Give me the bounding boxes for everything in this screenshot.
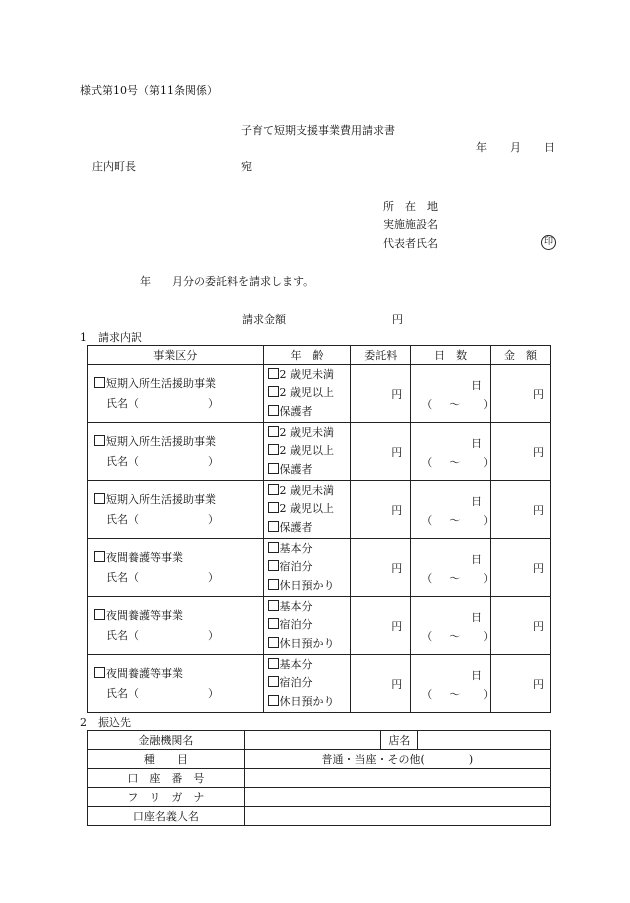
age-option-label: 保護者 xyxy=(279,462,313,476)
branch-field[interactable] xyxy=(418,731,551,750)
business-type-cell xyxy=(88,655,264,713)
account-holder-field[interactable] xyxy=(244,807,550,826)
amount-cell[interactable] xyxy=(491,597,551,655)
age-option-label: 宿泊分 xyxy=(279,676,313,690)
age-cell xyxy=(263,481,351,539)
fee-yen: 円 xyxy=(391,445,403,459)
branch-label: 店名 xyxy=(381,731,418,750)
days-cell[interactable] xyxy=(411,365,495,423)
col-header-amount: 金 額 xyxy=(491,346,551,365)
amount-cell[interactable] xyxy=(491,481,551,539)
business-type-cell xyxy=(88,423,264,481)
age-cell xyxy=(263,365,351,423)
age-option-label: 宿泊分 xyxy=(279,560,313,574)
checkbox[interactable] xyxy=(268,600,279,611)
amount-yen: 円 xyxy=(533,619,544,633)
name-close: ） xyxy=(208,513,219,526)
business-type-label: 短期入所生活援助事業 xyxy=(106,435,216,448)
name-label: 氏名（ xyxy=(106,687,139,700)
checkbox[interactable] xyxy=(94,667,105,678)
range-tilde: ～ xyxy=(449,398,461,411)
request-year: 年 xyxy=(140,275,151,288)
range-tilde: ～ xyxy=(449,572,461,585)
facility-label: 実施施設名 xyxy=(383,218,438,231)
fee-cell[interactable] xyxy=(351,655,411,713)
range-close: ） xyxy=(483,688,495,701)
age-cell xyxy=(263,423,351,481)
age-option-label: 基本分 xyxy=(279,599,313,613)
days-unit: 日 xyxy=(471,437,483,450)
request-text: 月分の委託料を請求します。 xyxy=(172,275,315,288)
col-header-age: 年 齢 xyxy=(263,346,351,365)
checkbox[interactable] xyxy=(268,658,279,669)
range-open: （ xyxy=(421,572,433,585)
name-close: ） xyxy=(208,687,219,700)
amount-label: 請求金額 xyxy=(242,313,286,326)
addressee: 庄内町長 xyxy=(92,160,136,173)
business-type-label: 短期入所生活援助事業 xyxy=(106,493,216,506)
amount-yen: 円 xyxy=(392,313,403,326)
range-open: （ xyxy=(421,456,433,469)
checkbox[interactable] xyxy=(268,579,279,590)
fee-yen: 円 xyxy=(391,387,403,401)
days-cell[interactable] xyxy=(411,423,495,481)
days-unit: 日 xyxy=(471,669,483,682)
days-cell[interactable] xyxy=(411,655,495,713)
amount-cell[interactable] xyxy=(491,423,551,481)
name-label: 氏名（ xyxy=(106,629,139,642)
amount-yen: 円 xyxy=(533,445,544,459)
range-tilde: ～ xyxy=(449,514,461,527)
age-option-label: 休日預かり xyxy=(279,694,335,708)
fee-cell[interactable] xyxy=(351,539,411,597)
range-close: ） xyxy=(483,398,495,411)
fee-yen: 円 xyxy=(391,561,403,575)
checkbox[interactable] xyxy=(268,463,279,474)
days-unit: 日 xyxy=(471,553,483,566)
amount-yen: 円 xyxy=(533,503,544,517)
age-option-label: 基本分 xyxy=(279,657,313,671)
fee-cell[interactable] xyxy=(351,365,411,423)
checkbox[interactable] xyxy=(268,637,279,648)
name-label: 氏名（ xyxy=(106,397,139,410)
range-close: ） xyxy=(483,514,495,527)
business-type-label: 夜間養護等事業 xyxy=(106,609,183,622)
range-open: （ xyxy=(421,398,433,411)
name-close: ） xyxy=(208,397,219,410)
table-row xyxy=(88,365,551,423)
date-year: 年 xyxy=(476,141,487,154)
range-open: （ xyxy=(421,514,433,527)
account-number-label: 口 座 番 号 xyxy=(88,769,245,788)
checkbox[interactable] xyxy=(94,551,105,562)
account-kind-label: 種 目 xyxy=(88,750,245,769)
business-type-label: 短期入所生活援助事業 xyxy=(106,377,216,390)
table-row xyxy=(88,539,551,597)
age-option-label: 保護者 xyxy=(279,520,313,534)
age-option-label: 2 歳児以上 xyxy=(279,386,335,400)
range-open: （ xyxy=(421,630,433,643)
checkbox[interactable] xyxy=(268,521,279,532)
checkbox[interactable] xyxy=(268,444,279,455)
date-day: 日 xyxy=(544,141,555,154)
fee-cell[interactable] xyxy=(351,423,411,481)
amount-cell[interactable] xyxy=(491,655,551,713)
days-cell[interactable] xyxy=(411,597,495,655)
age-option-label: 2 歳児以上 xyxy=(279,502,335,516)
range-open: （ xyxy=(421,688,433,701)
age-cell xyxy=(263,655,351,713)
account-number-field[interactable] xyxy=(244,769,550,788)
business-type-cell xyxy=(88,365,264,423)
representative-label: 代表者氏名 xyxy=(383,237,438,250)
days-unit: 日 xyxy=(471,379,483,392)
range-close: ） xyxy=(483,572,495,585)
amount-cell[interactable] xyxy=(491,365,551,423)
amount-yen: 円 xyxy=(533,561,544,575)
table-row xyxy=(88,655,551,713)
age-option-label: 基本分 xyxy=(279,541,313,555)
range-tilde: ～ xyxy=(449,688,461,701)
amount-yen: 円 xyxy=(533,677,544,691)
age-option-label: 2 歳児未満 xyxy=(279,367,335,381)
age-cell xyxy=(263,539,351,597)
checkbox[interactable] xyxy=(268,695,279,706)
account-kind-field[interactable]: 普通・当座・その他( ) xyxy=(244,750,550,769)
age-option-label: 保護者 xyxy=(279,404,313,418)
checkbox[interactable] xyxy=(268,386,279,397)
name-close: ） xyxy=(208,629,219,642)
bank-name-field[interactable] xyxy=(244,731,381,750)
checkbox[interactable] xyxy=(268,560,279,571)
fee-yen: 円 xyxy=(391,503,403,517)
name-close: ） xyxy=(208,571,219,584)
business-type-label: 夜間養護等事業 xyxy=(106,667,183,680)
days-cell[interactable] xyxy=(411,481,495,539)
name-label: 氏名（ xyxy=(106,455,139,468)
checkbox[interactable] xyxy=(268,676,279,687)
checkbox[interactable] xyxy=(268,618,279,629)
age-option-label: 休日預かり xyxy=(279,636,335,650)
age-option-label: 宿泊分 xyxy=(279,618,313,632)
name-label: 氏名（ xyxy=(106,571,139,584)
form-number: 様式第10号（第11条関係） xyxy=(80,84,218,97)
bank-table xyxy=(87,730,551,826)
address-label: 所 在 地 xyxy=(383,200,438,213)
col-header-fee: 委託料 xyxy=(351,346,411,365)
days-unit: 日 xyxy=(471,611,483,624)
range-close: ） xyxy=(483,456,495,469)
table-row xyxy=(88,481,551,539)
checkbox[interactable] xyxy=(268,542,279,553)
fee-cell[interactable] xyxy=(351,597,411,655)
name-close: ） xyxy=(208,455,219,468)
seal-mark: 印 xyxy=(541,235,556,250)
range-tilde: ～ xyxy=(449,630,461,643)
days-unit: 日 xyxy=(471,495,483,508)
checkbox[interactable] xyxy=(94,377,105,388)
table-row xyxy=(88,597,551,655)
section2-heading: 2 振込先 xyxy=(80,716,131,729)
furigana-label: フ リ ガ ナ xyxy=(88,788,245,807)
business-type-cell xyxy=(88,539,264,597)
age-cell xyxy=(263,597,351,655)
checkbox[interactable] xyxy=(268,405,279,416)
range-close: ） xyxy=(483,630,495,643)
checkbox[interactable] xyxy=(94,609,105,620)
amount-cell[interactable] xyxy=(491,539,551,597)
col-header-type: 事業区分 xyxy=(88,346,264,365)
days-cell[interactable] xyxy=(411,539,495,597)
col-header-days: 日 数 xyxy=(411,346,491,365)
age-option-label: 2 歳児以上 xyxy=(279,444,335,458)
table-row xyxy=(88,423,551,481)
age-option-label: 2 歳児未満 xyxy=(279,425,335,439)
account-holder-label: 口座名義人名 xyxy=(88,807,245,826)
honorific: 宛 xyxy=(241,160,252,173)
checkbox[interactable] xyxy=(94,493,105,504)
section1-heading: 1 請求内訳 xyxy=(80,331,142,344)
business-type-cell xyxy=(88,597,264,655)
amount-yen: 円 xyxy=(533,387,544,401)
seal-icon xyxy=(541,234,556,250)
business-type-cell xyxy=(88,481,264,539)
breakdown-table xyxy=(87,345,551,713)
business-type-label: 夜間養護等事業 xyxy=(106,551,183,564)
bank-name-label: 金融機関名 xyxy=(88,731,245,750)
checkbox[interactable] xyxy=(268,484,279,495)
age-option-label: 2 歳児未満 xyxy=(279,483,335,497)
checkbox[interactable] xyxy=(94,435,105,446)
name-label: 氏名（ xyxy=(106,513,139,526)
document-title: 子育て短期支援事業費用請求書 xyxy=(241,124,395,137)
date-month: 月 xyxy=(510,141,521,154)
fee-yen: 円 xyxy=(391,677,403,691)
checkbox[interactable] xyxy=(268,502,279,513)
fee-cell[interactable] xyxy=(351,481,411,539)
age-option-label: 休日預かり xyxy=(279,578,335,592)
checkbox[interactable] xyxy=(268,426,279,437)
fee-yen: 円 xyxy=(391,619,403,633)
checkbox[interactable] xyxy=(268,368,279,379)
range-tilde: ～ xyxy=(449,456,461,469)
furigana-field[interactable] xyxy=(244,788,550,807)
